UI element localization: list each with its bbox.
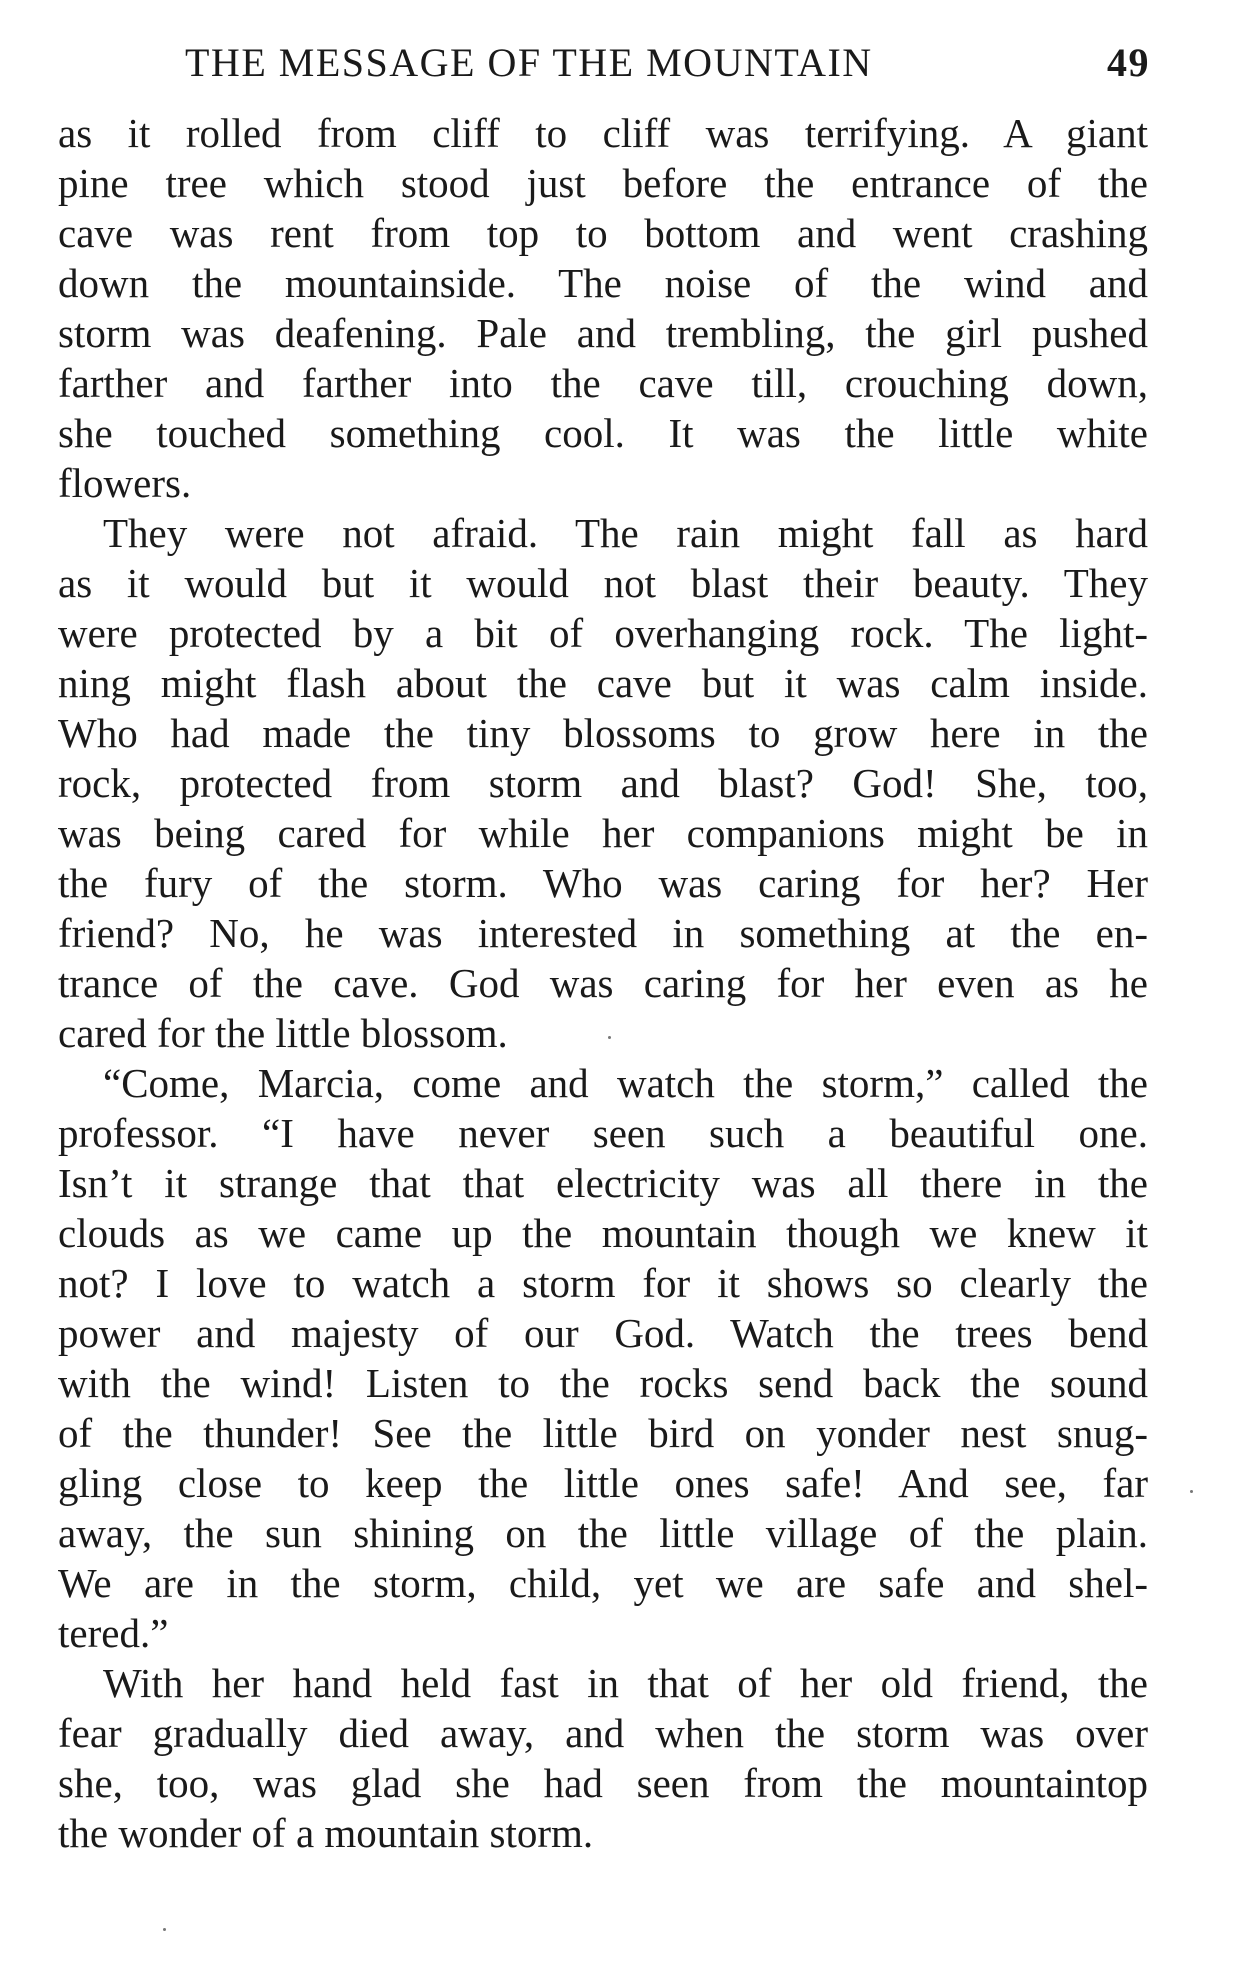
text-line: flowers.	[58, 460, 192, 506]
text-line: friend? No, he was interested in something at the en-	[58, 910, 1148, 956]
text-line: with the wind! Listen to the rocks send back the sound	[58, 1360, 1148, 1406]
text-line: storm was deafening. Pale and trembling, the girl pushed	[58, 310, 1148, 356]
text-line: power and majesty of our God. Watch the trees bend	[58, 1310, 1148, 1356]
text-line: of the thunder! See the little bird on yonder nest snug-	[58, 1410, 1148, 1456]
text-line: cared for the little blossom.	[58, 1010, 508, 1056]
text-line: the fury of the storm. Who was caring for her? Her	[58, 860, 1148, 906]
paragraph-4	[58, 1658, 1148, 1858]
text-line: farther and farther into the cave till, crouching down,	[58, 360, 1148, 406]
text-line: cave was rent from top to bottom and went crashing	[58, 210, 1148, 256]
text-line: were protected by a bit of overhanging rock. The light-	[58, 610, 1148, 656]
body-text	[58, 108, 1148, 1858]
text-line: Who had made the tiny blossoms to grow here in the	[58, 710, 1148, 756]
scan-speck	[1190, 1490, 1193, 1493]
text-line: trance of the cave. God was caring for her even as he	[58, 960, 1148, 1006]
text-line: was being cared for while her companions might be in	[58, 810, 1148, 856]
text-line: pine tree which stood just before the entrance of the	[58, 160, 1148, 206]
scan-speck	[163, 1928, 166, 1931]
running-head	[185, 32, 1150, 94]
text-line: as it would but it would not blast their beauty. They	[58, 560, 1148, 606]
text-line: rock, protected from storm and blast? God! She, too,	[58, 760, 1148, 806]
paragraph-2	[58, 508, 1148, 1058]
text-line: as it rolled from cliff to cliff was terrifying. A giant	[58, 110, 1148, 156]
text-line: clouds as we came up the mountain though we knew it	[58, 1210, 1148, 1256]
text-line: We are in the storm, child, yet we are safe and shel-	[58, 1560, 1148, 1606]
text-line: They were not afraid. The rain might fall as hard	[103, 510, 1148, 556]
text-line: ning might flash about the cave but it was calm inside.	[58, 660, 1148, 706]
text-line: Isn’t it strange that that electricity was all there in the	[58, 1160, 1148, 1206]
text-line: “Come, Marcia, come and watch the storm,” called the	[103, 1060, 1148, 1106]
text-line: not? I love to watch a storm for it shows so clearly the	[58, 1260, 1148, 1306]
paragraph-3	[58, 1058, 1148, 1658]
page-number: 49	[1107, 40, 1150, 85]
text-line: professor. “I have never seen such a beautiful one.	[58, 1110, 1148, 1156]
text-line: fear gradually died away, and when the storm was over	[58, 1710, 1148, 1756]
text-line: tered.”	[58, 1610, 169, 1656]
text-line: down the mountainside. The noise of the wind and	[58, 260, 1148, 306]
running-title: THE MESSAGE OF THE MOUNTAIN	[185, 40, 873, 85]
text-line: With her hand held fast in that of her old friend, the	[103, 1660, 1148, 1706]
scan-speck	[608, 1036, 611, 1039]
text-line: she touched something cool. It was the little white	[58, 410, 1148, 456]
text-line: gling close to keep the little ones safe! And see, far	[58, 1460, 1148, 1506]
text-line: the wonder of a mountain storm.	[58, 1810, 594, 1856]
text-line: away, the sun shining on the little village of the plain.	[58, 1510, 1148, 1556]
text-line: she, too, was glad she had seen from the mountaintop	[58, 1760, 1148, 1806]
paragraph-1	[58, 108, 1148, 508]
